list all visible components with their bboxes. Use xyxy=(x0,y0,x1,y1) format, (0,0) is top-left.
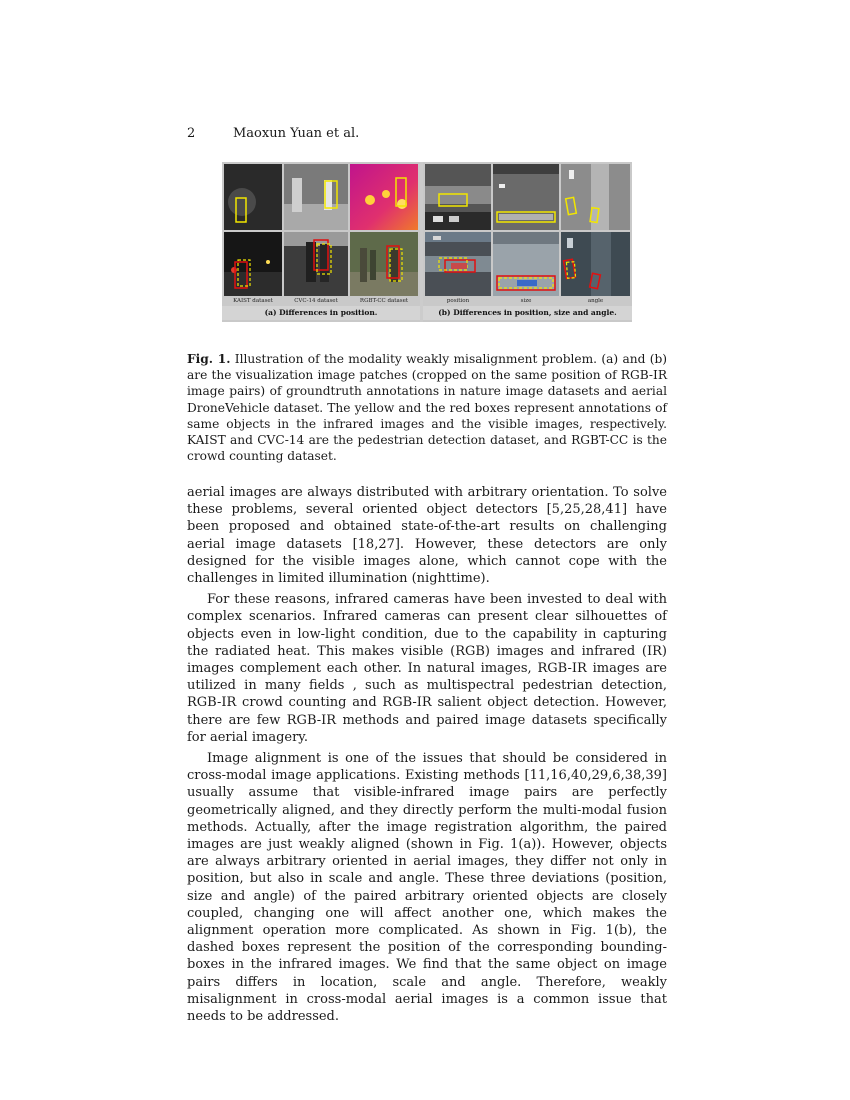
rgbtcc-infrared-image xyxy=(350,164,418,230)
label-cvc14-dataset: CVC-14 dataset xyxy=(294,298,338,304)
kaist-visible-image xyxy=(224,232,282,296)
paragraph: Image alignment is one of the issues that should be considered in cross-modal image applications. Existing methods [11,16,40,29,6,38,39] usually assume that visible-infrared image pairs are perfectly geometrically aligned, and they directly perform the multi-modal fusion methods. Actually, after the image registration algorithm, the paired images are just weakly aligned (shown in Fig. 1(a)). However, objects are always arbitrary oriented in aerial images, they differ not only in position, but also in scale and angle. These three deviations (position, size and angle) of the paired arbitrary oriented objects are closely coupled, changing one will affect another one, which makes the alignment operation more complicated. As shown in Fig. 1(b), the dashed boxes represent the position of the corresponding bounding-boxes in the infrared images. We find that the same object on image pairs differs in location, scale and angle. Therefore, weakly misalignment in cross-modal aerial images is a common issue that needs to be addressed. xyxy=(187,751,667,1025)
cvc14-infrared-image xyxy=(284,164,348,230)
position-visible-image xyxy=(425,232,491,296)
angle-visible-image xyxy=(561,232,630,296)
paragraph: For these reasons, infrared cameras have been invested to deal with complex scenarios. Infrared cameras can present clear silhouettes of objects even in low-light condition, due to the capability in capturing the radiated heat. This makes visible (RGB) images and infrared (IR) images complement each other. In natural images, RGB-IR images are utilized in many fields , such as multispectral pedestrian detection, RGB-IR crowd counting and RGB-IR salient object detection. However, there are few RGB-IR methods and paired image datasets specifically for aerial imagery. xyxy=(187,592,667,745)
figure-panel-b xyxy=(423,162,632,322)
running-header xyxy=(187,126,359,141)
running-authors: Maoxun Yuan et al. xyxy=(233,126,360,141)
figure-caption-label: Fig. 1. xyxy=(187,352,231,366)
rgbtcc-visible-image xyxy=(350,232,418,296)
position-infrared-image xyxy=(425,164,491,230)
figure-panel-a-caption: (a) Differences in position. xyxy=(222,306,420,320)
page-number: 2 xyxy=(187,126,196,141)
figure-panel-b-caption: (b) Differences in position, size and angle. xyxy=(423,306,632,320)
label-angle: angle xyxy=(587,298,604,304)
label-position: position xyxy=(446,298,470,304)
label-kaist-dataset: KAIST dataset xyxy=(233,298,273,304)
figure-caption-text: Illustration of the modality weakly misalignment problem. (a) and (b) are the visualization image patches (cropped on the same position of RGB-IR image pairs) of groundtruth annotations in nature image datasets and aerial DroneVehicle dataset. The yellow and the red boxes represent annotations of same objects in the infrared images and the visible images, respectively. KAIST and CVC-14 are the pedestrian detection dataset, and RGBT-CC is the crowd counting dataset. xyxy=(187,352,668,464)
angle-infrared-image xyxy=(561,164,630,230)
cvc14-visible-image xyxy=(284,232,348,296)
figure-1 xyxy=(222,162,632,322)
label-size: size xyxy=(520,298,532,304)
kaist-infrared-image xyxy=(224,164,282,230)
paragraph: aerial images are always distributed with arbitrary orientation. To solve these problems, several oriented object detectors [5,25,28,41] have been proposed and obtained state-of-the-art results on challenging aerial image datasets [18,27]. However, these detectors are only designed for the visible images alone, which cannot cope with the challenges in limited illumination (nighttime). xyxy=(187,485,667,587)
size-visible-image xyxy=(493,232,559,296)
body-text xyxy=(187,484,667,1029)
size-infrared-image xyxy=(493,164,559,230)
label-rgbtcc-dataset: RGBT-CC dataset xyxy=(359,298,409,304)
figure-panel-a xyxy=(222,162,420,322)
figure-caption xyxy=(187,351,667,464)
